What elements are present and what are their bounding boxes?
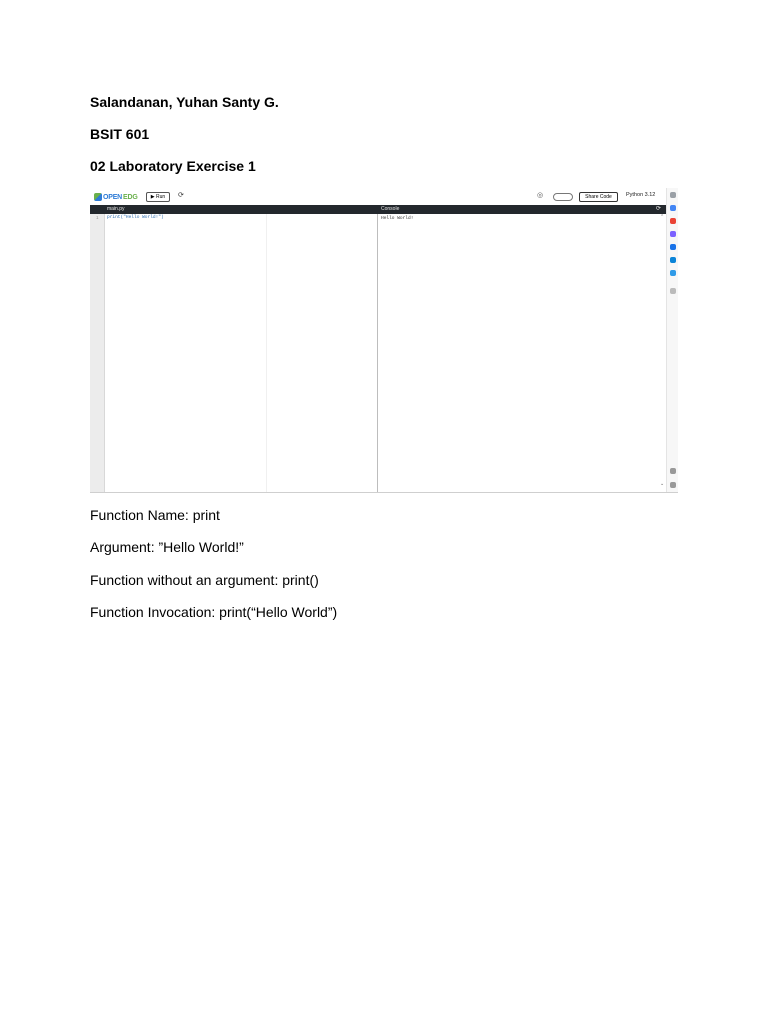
ide-toolbar — [90, 188, 666, 205]
logo-open-text: OPEN — [103, 193, 123, 201]
ide-screenshot — [90, 188, 678, 493]
tab-main-py[interactable]: main.py — [107, 206, 125, 212]
exercise-title: 02 Laboratory Exercise 1 — [90, 158, 256, 174]
games-icon[interactable] — [670, 244, 676, 250]
line-gutter — [90, 214, 105, 492]
tools-icon[interactable] — [670, 231, 676, 237]
console-refresh-icon[interactable]: ⟳ — [656, 206, 662, 212]
split-screen-icon[interactable] — [670, 468, 676, 474]
github-icon[interactable]: ◎ — [537, 192, 544, 199]
python-version-select[interactable]: Python 3.12 — [626, 192, 656, 198]
console-output: Hello World! — [381, 216, 414, 221]
editor-guide-line — [266, 214, 267, 492]
settings-icon[interactable] — [670, 482, 676, 488]
invocation-text: Function Invocation: print(“Hello World”) — [90, 604, 338, 620]
search-icon[interactable] — [670, 192, 676, 198]
scroll-down-icon[interactable]: ⌄ — [660, 481, 665, 487]
tab-console[interactable]: Console — [381, 206, 400, 212]
outlook-icon[interactable] — [670, 257, 676, 263]
openedg-logo — [94, 192, 138, 202]
copilot-icon[interactable] — [670, 205, 676, 211]
course-label: BSIT 601 — [90, 126, 150, 142]
logo-edg-text: EDG — [123, 193, 138, 201]
run-button[interactable]: ▶ Run — [146, 192, 170, 202]
shopping-icon[interactable] — [670, 218, 676, 224]
function-name-text: Function Name: print — [90, 507, 220, 523]
panel-divider[interactable] — [377, 214, 378, 492]
argument-text: Argument: ”Hello World!” — [90, 539, 244, 555]
no-argument-text: Function without an argument: print() — [90, 572, 319, 588]
bird-icon[interactable] — [670, 270, 676, 276]
code-line[interactable]: print("Hello World!") — [107, 215, 164, 220]
line-number: 1 — [96, 215, 99, 220]
share-code-button[interactable]: Share Code — [579, 192, 618, 202]
theme-toggle[interactable] — [553, 193, 573, 201]
scroll-up-icon[interactable]: ⌃ — [660, 214, 665, 220]
logo-mark-icon — [94, 193, 102, 201]
reload-icon[interactable]: ⟳ — [178, 192, 184, 199]
panel-tab-bar — [90, 205, 666, 214]
add-icon[interactable] — [670, 288, 676, 294]
student-name: Salandanan, Yuhan Santy G. — [90, 94, 279, 110]
browser-side-strip — [666, 188, 678, 492]
